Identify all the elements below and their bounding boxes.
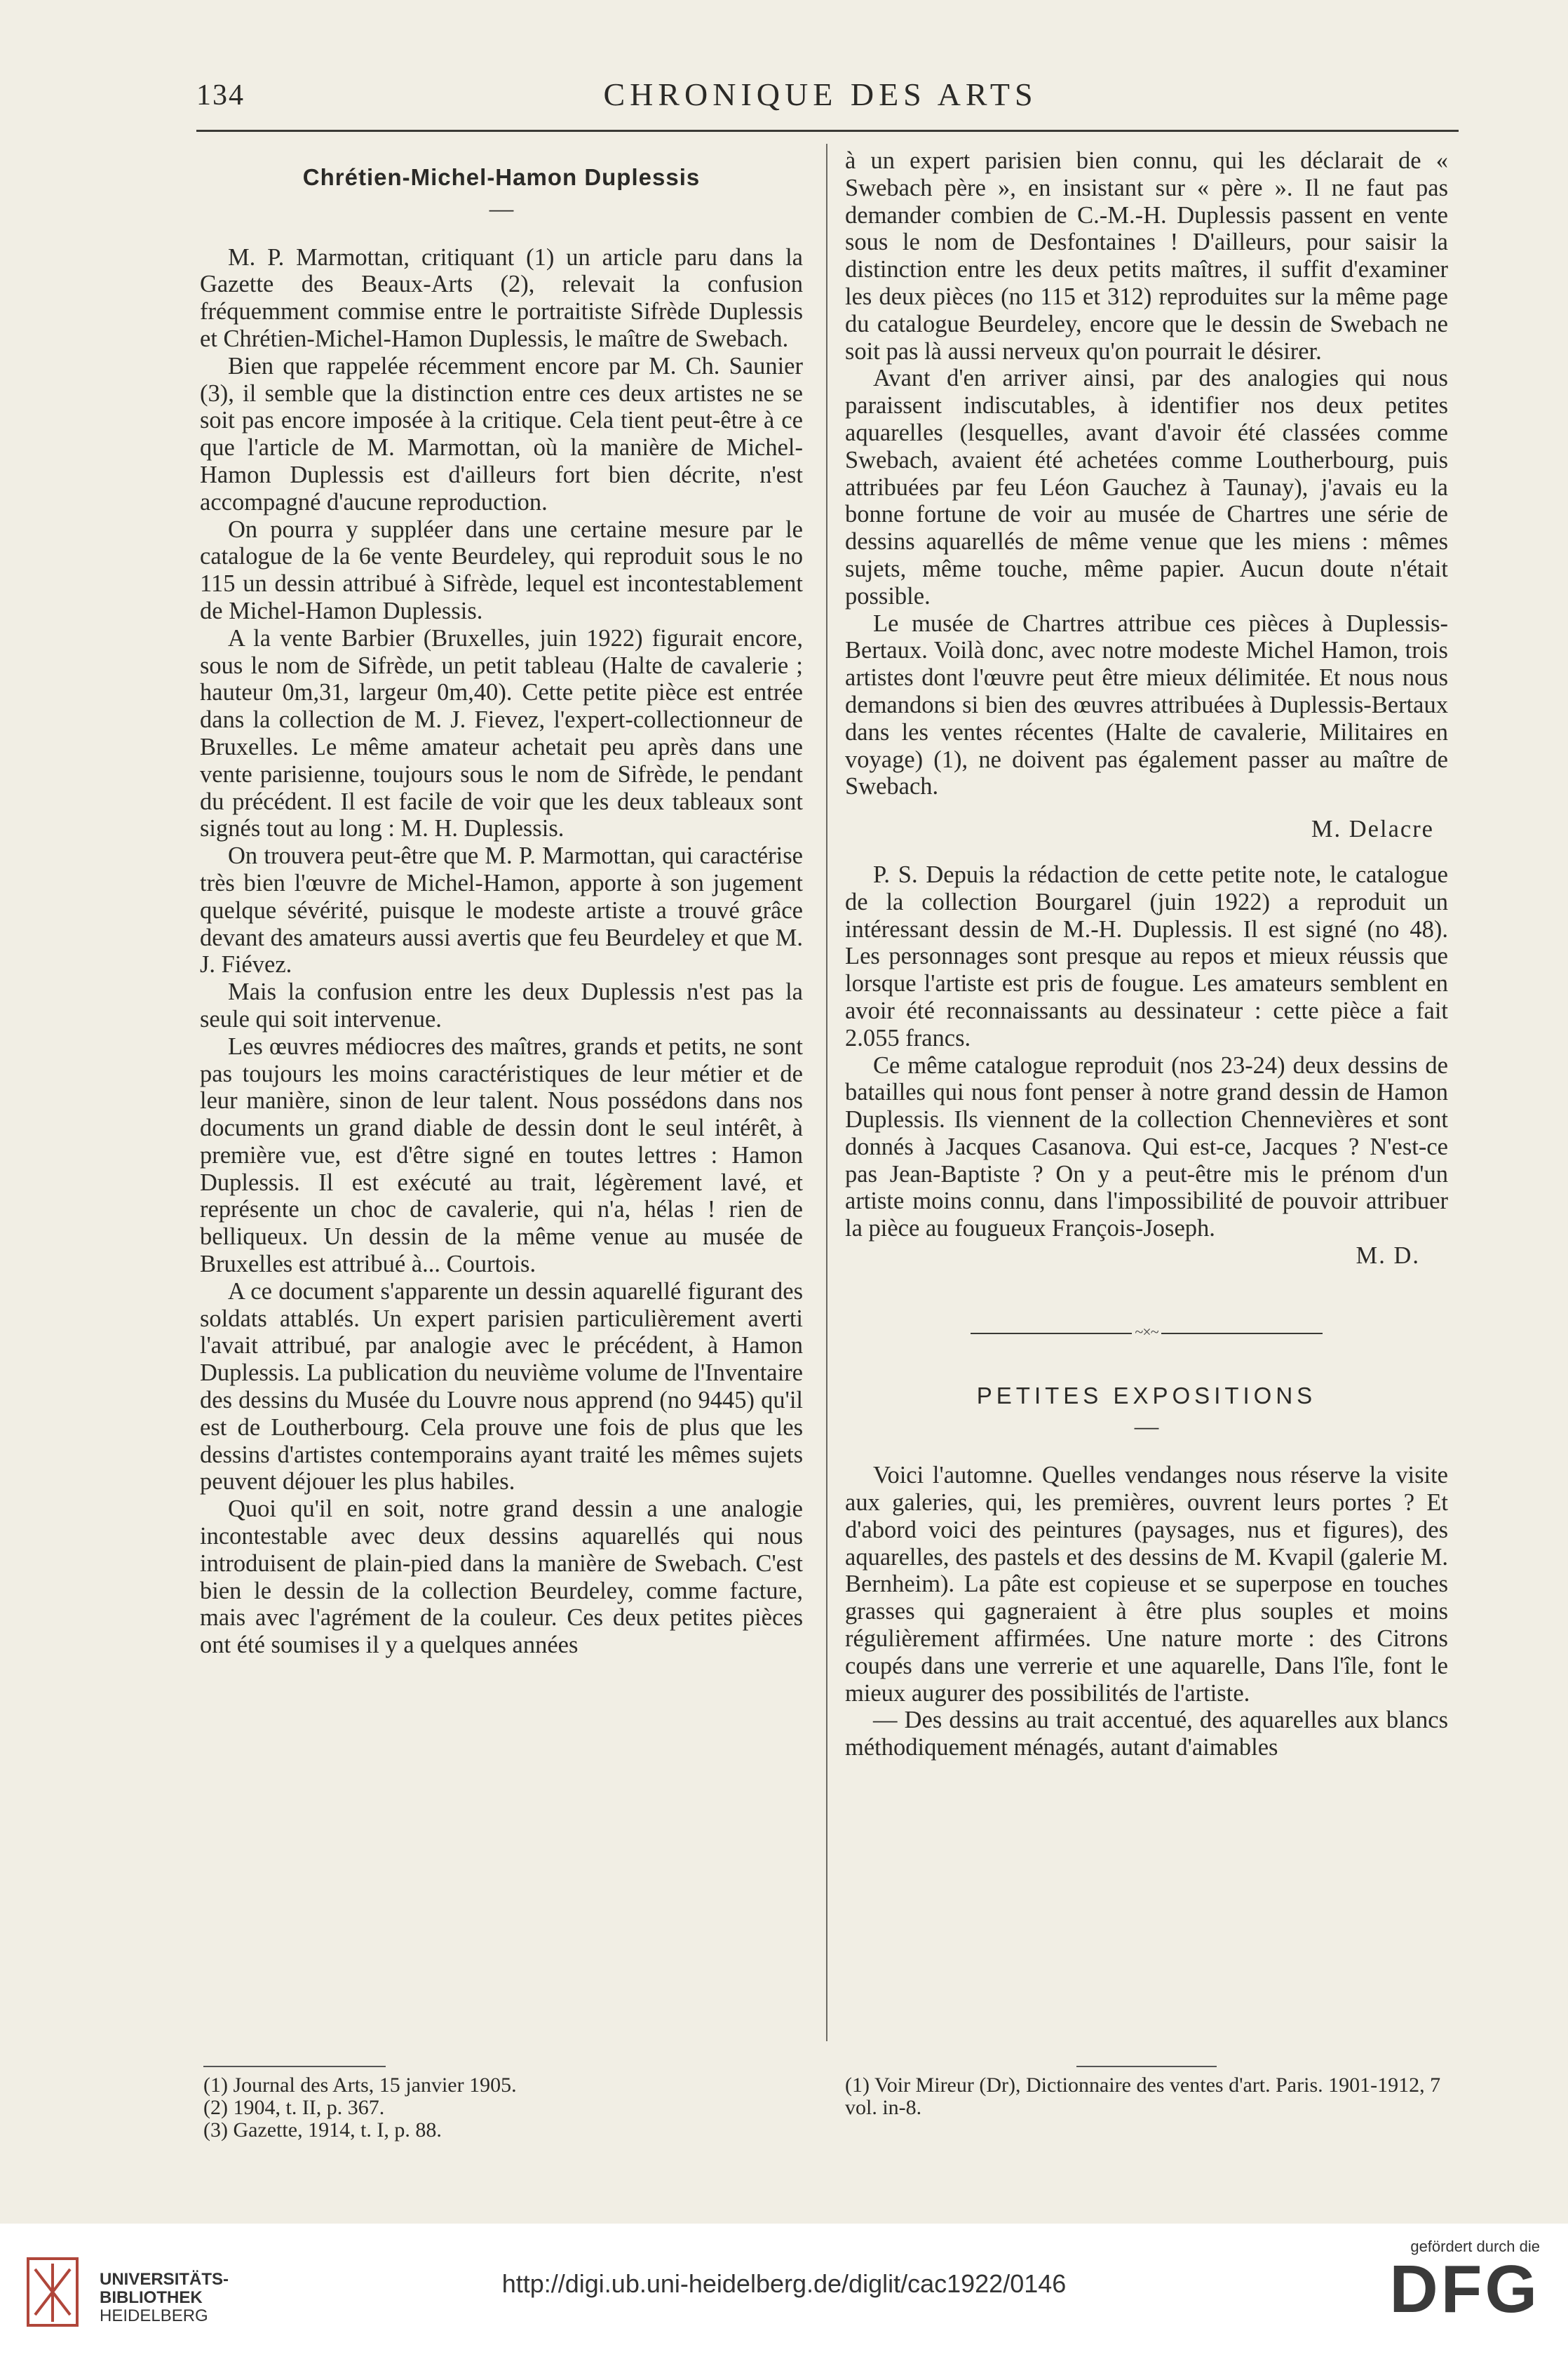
- paragraph: Quoi qu'il en soit, notre grand dessin a une analogie incontestable avec deux dessins aquarellés qui nous introduisent de plain-pied dans la manière de Swebach. C'est bien le dessin de la collection Beurdeley, comme facture, mais avec l'agrément de la couleur. Ces deux petites pièces ont été soumises il y a quelques années: [200, 1495, 803, 1659]
- footnote-rule: [203, 2066, 386, 2067]
- page-number: 134: [196, 79, 245, 112]
- footnote: (1) Journal des Arts, 15 janvier 1905.: [203, 2073, 517, 2097]
- paragraph: Avant d'en arriver ainsi, par des analogies qui nous paraissent indiscutables, à identifier nos deux petites aquarelles (lesquelles, avant d'avoir été classées comme Swebach, avaient été achetées comme Loutherbourg, puis attribuées par feu Léon Gauchez à Taunay), j'avais eu la bonne fortune de voir au musée de Chartres une série de dessins aquarellés de même venue que les miens : mêmes sujets, même touche, même papier. Aucun doute n'était possible.: [845, 365, 1448, 610]
- university-name: UNIVERSITÄTS- BIBLIOTHEK HEIDELBERG: [100, 2270, 229, 2325]
- source-url-link[interactable]: http://digi.ub.uni-heidelberg.de/diglit/cac1922/0146: [501, 2269, 1067, 2298]
- ornament-divider: ~×~: [845, 1319, 1448, 1346]
- ps-signature: M. D.: [1356, 1242, 1420, 1270]
- title-dash: —: [489, 195, 514, 222]
- section-title: PETITES EXPOSITIONS: [976, 1382, 1317, 1409]
- paragraph: On pourra y suppléer dans une certaine mesure par le catalogue de la 6e vente Beurdeley, qui reproduit sous le no 115 un dessin attribué à Sifrède, lequel est incontestablement de Michel-Hamon Duplessis.: [200, 516, 803, 624]
- paragraph: On trouvera peut-être que M. P. Marmottan, qui caractérise très bien l'œuvre de Michel-Hamon, apporte à son jugement quelque sévérité, puisque le modeste artiste a trouvé grâce devant des amateurs aussi avertis que feu Beurdeley et que M. J. Fiévez.: [200, 842, 803, 979]
- header-rule: [196, 130, 1459, 132]
- footnote-rule: [1076, 2066, 1217, 2067]
- paragraph: à un expert parisien bien connu, qui les déclarait de « Swebach père », en insistant sur « père ». Il ne faut pas demander combien de C.-M.-H. Duplessis passent en vente sous le nom de Desfontaines ! D'ailleurs, pour saisir la distinction entre les deux petits maîtres, il suffit d'examiner les deux pièces (no 115 et 312) reproduites sur la même page du catalogue Beurdeley, encore que le dessin de Swebach ne soit pas là aussi nerveux qu'on pourrait le désirer.: [845, 147, 1448, 365]
- paragraph: A la vente Barbier (Bruxelles, juin 1922) figurait encore, sous le nom de Sifrède, un petit tableau (Halte de cavalerie ; hauteur 0m,31, largeur 0m,40). Cette petite pièce est entrée dans la collection de M. J. Fievez, l'expert-collectionneur de Bruxelles. Le même amateur achetait peu après dans une vente parisienne, toujours sous le nom de Sifrède, le pendant du précédent. Il est facile de voir que les deux tableaux sont signés tout au long : M. H. Duplessis.: [200, 624, 803, 842]
- paragraph: P. S. Depuis la rédaction de cette petite note, le catalogue de la collection Bourgarel (juin 1922) a reproduit un intéressant dessin de M.-H. Duplessis. Il est signé (no 48). Les personnages sont presque au repos et mieux réussis que lorsque l'artiste est pris de fougue. Les amateurs semblent en avoir été reconnaissants au dessinateur : cette pièce a fait 2.055 francs.: [845, 861, 1448, 1051]
- dfg-logo[interactable]: [1389, 2238, 1540, 2327]
- footnotes-right: [845, 2066, 1448, 2119]
- section-dash: —: [1134, 1413, 1159, 1441]
- footnotes-left: [203, 2066, 806, 2142]
- dfg-wordmark: DFG: [1389, 2252, 1540, 2327]
- author-signature: M. Delacre: [1311, 816, 1434, 843]
- funding-text: gefördert durch die: [1410, 2238, 1540, 2255]
- paragraph: Ce même catalogue reproduit (nos 23-24) deux dessins de batailles qui nous font penser à notre grand dessin de Hamon Duplessis. Ils viennent de la collection Chennevières et sont donnés à Jacques Casanova. Qui est-ce, Jacques ? N'est-ce pas Jean-Baptiste ? On y a peut-être mis le prénom d'un artiste moins connu, dans l'impossibilité de pouvoir attribuer la pièce au fougueux François-Joseph.: [845, 1051, 1448, 1242]
- journal-title: CHRONIQUE DES ARTS: [603, 76, 1038, 112]
- left-column: [200, 147, 803, 1659]
- paragraph: Les œuvres médiocres des maîtres, grands et petits, ne sont pas toujours les moins caractéristiques de leur métier et de leur manière, sinon de leur talent. Nous possédons dans nos documents un grand diable de dessin dont le seul intérêt, à première vue, est d'être signé en toutes lettres : Hamon Duplessis. Il est exécuté au trait, légèrement lavé, et représente un choc de cavalerie, qui n'a, hélas ! rien de belliqueux. Un dessin de la même venue au musée de Bruxelles est attribué à... Courtois.: [200, 1033, 803, 1278]
- article-title: Chrétien-Michel-Hamon Duplessis: [302, 164, 701, 190]
- paragraph: — Des dessins au trait accentué, des aquarelles aux blancs méthodiquement ménagés, autant d'aimables: [845, 1707, 1448, 1761]
- running-head: [196, 76, 1445, 118]
- footnote: (3) Gazette, 1914, t. I, p. 88.: [203, 2118, 442, 2142]
- paragraph: A ce document s'apparente un dessin aquarellé figurant des soldats attablés. Un expert parisien particulièrement averti l'avait attribué, par analogie avec le précédent, à Hamon Duplessis. La publication du neuvième volume de l'Inventaire des dessins du Musée du Louvre nous apprend (no 9445) qu'il est de Loutherbourg. Cela prouve une fois de plus que les dessins d'artistes contemporains ayant traité les mêmes sujets peuvent déjouer les plus habiles.: [200, 1277, 803, 1495]
- footnote: (1) Voir Mireur (Dr), Dictionnaire des ventes d'art. Paris. 1901-1912, 7 vol. in-8.: [845, 2073, 1441, 2119]
- paragraph: Le musée de Chartres attribue ces pièces à Duplessis-Bertaux. Voilà donc, avec notre modeste Michel Hamon, trois artistes dont l'œuvre peut être mieux délimitée. Et nous nous demandons si bien des œuvres attribuées à Duplessis-Bertaux dans les ventes récentes (Halte de cavalerie, Militaires en voyage) (1), ne doivent pas également passer au maître de Swebach.: [845, 610, 1448, 800]
- right-column: [845, 147, 1448, 1761]
- column-divider: [826, 144, 827, 2041]
- paragraph: M. P. Marmottan, critiquant (1) un article paru dans la Gazette des Beaux-Arts (2), relevait la confusion fréquemment commise entre le portraitiste Sifrède Duplessis et Chrétien-Michel-Hamon Duplessis, le maître de Swebach.: [200, 243, 803, 352]
- digitization-footer: [0, 2224, 1568, 2366]
- paragraph: Voici l'automne. Quelles vendanges nous réserve la visite aux galeries, qui, les premières, ouvrent leurs portes ? Et d'abord voici des peintures (paysages, nus et figures), des aquarelles, des pastels et des dessins de M. Kvapil (galerie M. Bernheim). La pâte est copieuse et se superpose en touches grasses qui gagneraient à être plus souples et moins régulièrement affirmées. Une nature morte : des Citrons coupés dans une verrerie et une aquarelle, Dans l'île, font le mieux augurer des possibilités de l'artiste.: [845, 1462, 1448, 1707]
- paragraph: Mais la confusion entre les deux Duplessis n'est pas la seule qui soit intervenue.: [200, 979, 803, 1033]
- footnote: (2) 1904, t. II, p. 367.: [203, 2096, 385, 2119]
- paragraph: Bien que rappelée récemment encore par M. Ch. Saunier (3), il semble que la distinction entre ces deux artistes ne se soit pas encore imposée à la critique. Cela tient peut-être à ce que l'article de M. Marmottan, où la manière de Michel-Hamon Duplessis est d'ailleurs fort bien décrite, n'est accompagné d'aucune reproduction.: [200, 352, 803, 516]
